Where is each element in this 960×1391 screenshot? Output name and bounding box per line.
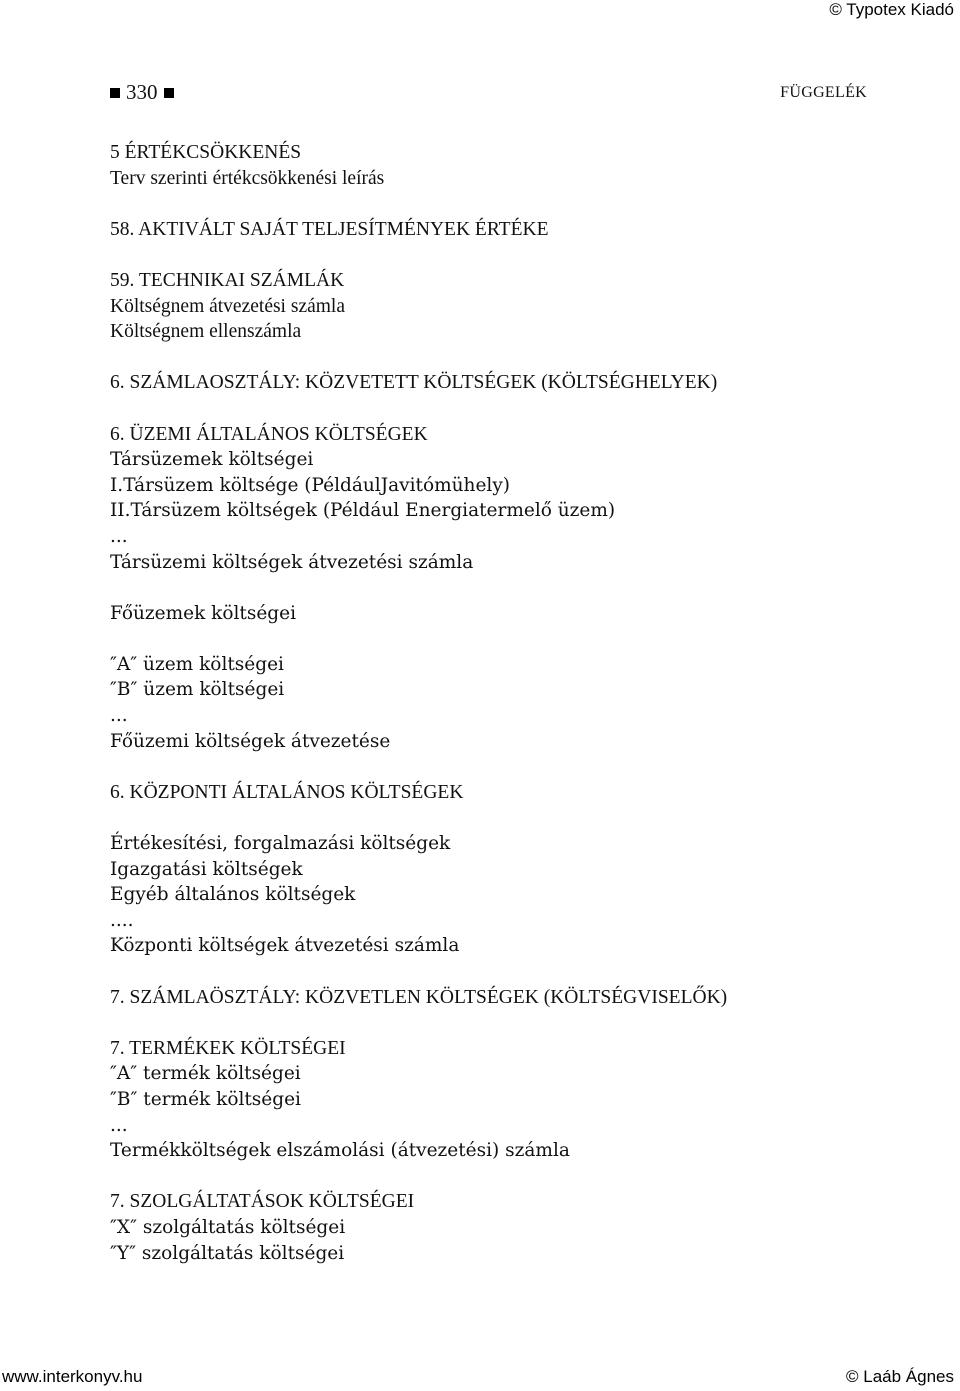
text-line: ″A″ üzem költségei bbox=[110, 653, 284, 675]
text-line: 58. AKTIVÁLT SAJÁT TELJESÍTMÉNYEK ÉRTÉKE bbox=[110, 218, 549, 240]
text-line: Értékesítési, forgalmazási költségek bbox=[110, 833, 451, 855]
blank-line bbox=[110, 345, 910, 371]
text-line: 7. SZOLGÁLTATÁSOK KÖLTSÉGEI bbox=[110, 1191, 415, 1213]
text-line: Egyéb általános költségek bbox=[110, 884, 356, 906]
text-line: ... bbox=[110, 705, 128, 727]
text-line: 7. TERMÉKEK KÖLTSÉGEI bbox=[110, 1037, 346, 1059]
text-line: 6. ÜZEMI ÁLTALÁNOS KÖLTSÉGEK bbox=[110, 423, 428, 445]
text-line: II.Társüzem költségek (Például Energiatermelő üzem) bbox=[110, 500, 616, 522]
text-line: I.Társüzem költsége (PéldáulJavitómühely) bbox=[110, 474, 510, 496]
blank-line bbox=[110, 575, 910, 601]
blank-line bbox=[110, 396, 910, 422]
text-line: Termékköltségek elszámolási (átvezetési) számla bbox=[110, 1140, 570, 1162]
text-line: Költségnem ellenszámla bbox=[110, 321, 302, 343]
blank-line bbox=[110, 805, 910, 831]
text-line: 7. SZÁMLAÖSZTÁLY: KÖZVETLEN KÖLTSÉGEK (KÖLTSÉGVISELŐK) bbox=[110, 986, 728, 1008]
text-line: ″Y″ szolgáltatás költségei bbox=[110, 1242, 345, 1264]
text-line: .... bbox=[110, 909, 134, 931]
publisher-credit: © Typotex Kiadó bbox=[829, 0, 954, 19]
blank-line bbox=[110, 1164, 910, 1190]
blank-line bbox=[110, 1010, 910, 1036]
section-title: FÜGGELÉK bbox=[780, 84, 867, 101]
text-line: 5 ÉRTÉKCSÖKKENÉS bbox=[110, 142, 302, 163]
blank-line bbox=[110, 754, 910, 780]
text-line: Főüzemek költségei bbox=[110, 602, 297, 624]
page-header bbox=[110, 80, 867, 106]
text-line: Költségnem átvezetési számla bbox=[110, 295, 345, 317]
blank-line bbox=[110, 626, 910, 652]
text-line: ... bbox=[110, 525, 128, 547]
blank-line bbox=[110, 242, 910, 268]
page-number-block bbox=[110, 80, 180, 105]
page-number: 330 bbox=[126, 80, 158, 104]
text-line: Társüzemi költségek átvezetési számla bbox=[110, 551, 474, 573]
text-line: Társüzemek költségei bbox=[110, 449, 314, 471]
text-line: ... bbox=[110, 1114, 128, 1136]
text-line: 59. TECHNIKAI SZÁMLÁK bbox=[110, 269, 345, 291]
text-line: 6. SZÁMLAOSZTÁLY: KÖZVETETT KÖLTSÉGEK (KÖLTSÉGHELYEK) bbox=[110, 372, 718, 394]
blank-line bbox=[110, 959, 910, 985]
text-line: Központi költségek átvezetési számla bbox=[110, 935, 460, 957]
website-footer: www.interkonyv.hu bbox=[2, 1367, 143, 1386]
square-bullet-icon bbox=[110, 88, 120, 98]
document-body bbox=[110, 140, 910, 1266]
text-line: Terv szerinti értékcsökkenési leírás bbox=[110, 167, 385, 189]
text-line: ″B″ termék költségei bbox=[110, 1088, 301, 1110]
blank-line bbox=[110, 191, 910, 217]
text-line: Főüzemi költségek átvezetése bbox=[110, 730, 391, 752]
text-line: ″B″ üzem költségei bbox=[110, 679, 285, 701]
author-footer: © Laáb Ágnes bbox=[846, 1367, 954, 1386]
text-line: Igazgatási költségek bbox=[110, 858, 303, 880]
text-line: 6. KÖZPONTI ÁLTALÁNOS KÖLTSÉGEK bbox=[110, 781, 464, 803]
text-line: ″A″ termék költségei bbox=[110, 1063, 301, 1085]
text-line: ″X″ szolgáltatás költségei bbox=[110, 1216, 346, 1238]
square-bullet-icon bbox=[164, 88, 174, 98]
